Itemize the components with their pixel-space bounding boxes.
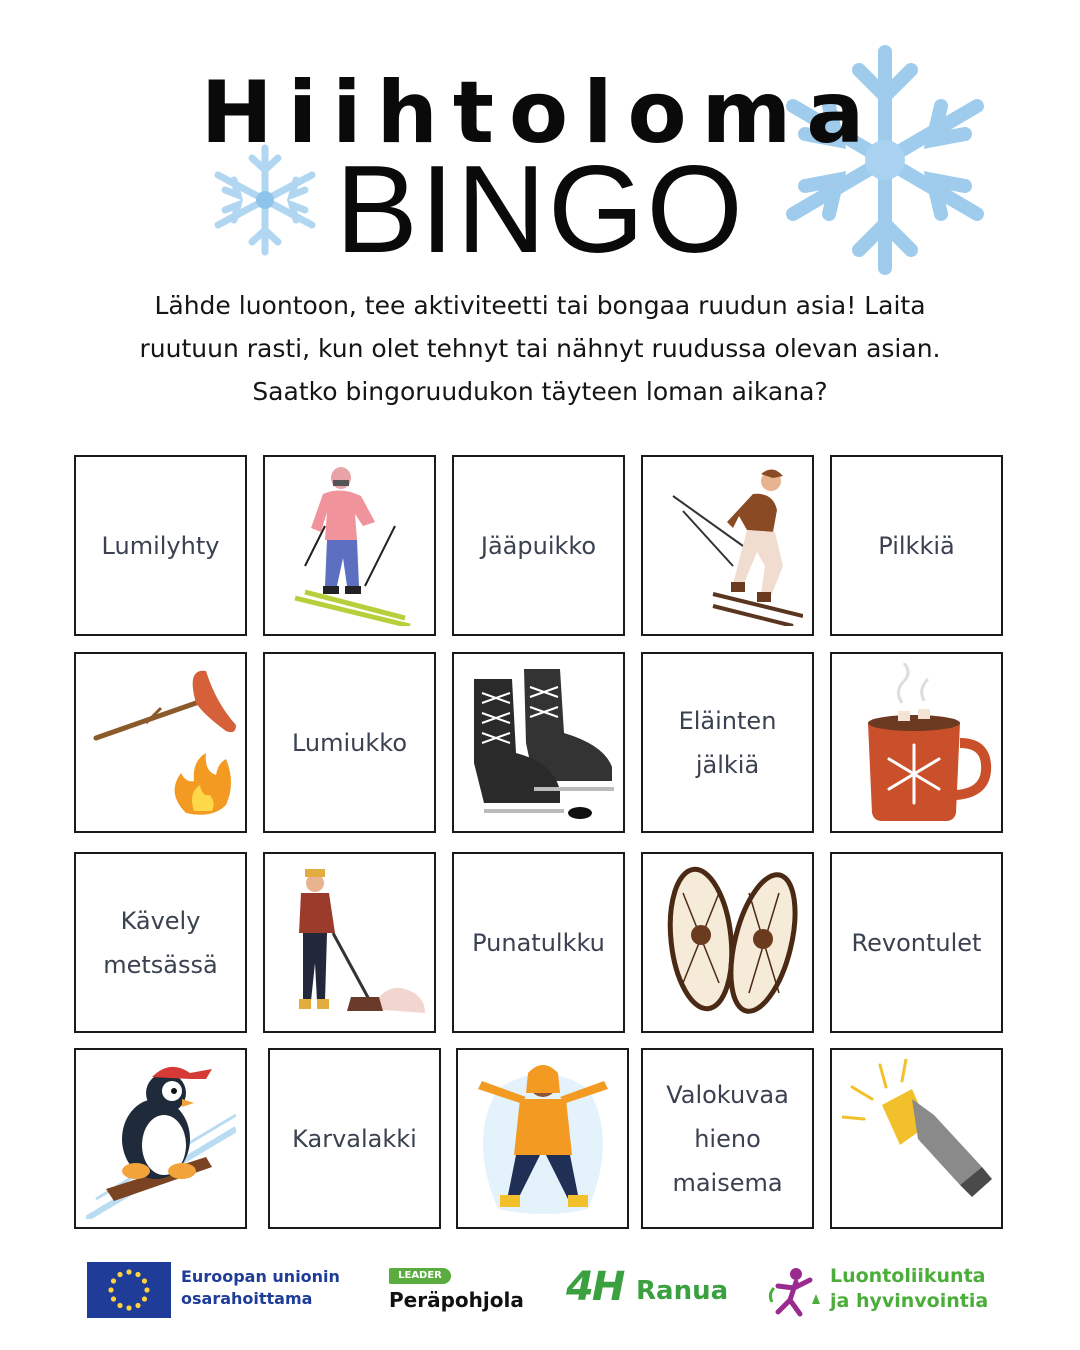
cell-label: Revontulet <box>851 928 982 957</box>
luonto-line: Luontoliikunta <box>830 1265 986 1287</box>
title-hiihtoloma: Hiihtoloma <box>200 63 880 163</box>
cell-label-line: Eläinten jälkiä <box>678 706 777 779</box>
intro-line: Saatko bingoruudukon täyteen loman aikana? <box>252 377 828 406</box>
intro-line: ruutuun rasti, kun olet tehnyt tai nähnyt ruudussa olevan asian. <box>139 334 941 363</box>
intro-line: Lähde luontoon, tee aktiviteetti tai bongaa ruudun asia! Laita <box>154 291 926 320</box>
bingo-cell-snowshoes[interactable] <box>641 852 814 1033</box>
bingo-cell-sausage-campfire[interactable] <box>74 652 247 833</box>
snow-shoveling-icon <box>275 863 425 1023</box>
cell-label: Jääpuikko <box>480 531 597 560</box>
bingo-cell-kavely-metsassa[interactable] <box>74 852 247 1033</box>
snow-angel-icon <box>468 1059 618 1219</box>
bingo-cell-revontulet[interactable] <box>830 852 1003 1033</box>
snowshoes-icon <box>653 863 803 1023</box>
downhill-skier-icon <box>653 466 803 626</box>
ice-skates-icon <box>464 663 614 823</box>
bingo-cell-karvalakki[interactable] <box>268 1048 441 1229</box>
cell-label: Punatulkku <box>472 928 605 957</box>
bingo-cell-snow-shoveling[interactable] <box>263 852 436 1033</box>
cell-label <box>667 699 789 787</box>
bingo-cell-downhill-skier[interactable] <box>641 455 814 636</box>
bingo-cell-lumilyhty[interactable] <box>74 455 247 636</box>
bingo-cell-pilkkia[interactable] <box>830 455 1003 636</box>
bingo-cell-valokuvaa[interactable] <box>641 1048 814 1229</box>
sledding-penguin-icon <box>86 1059 236 1219</box>
hot-cocoa-mug-icon <box>842 663 992 823</box>
sausage-campfire-icon <box>86 663 236 823</box>
cell-label <box>95 899 227 987</box>
bingo-cell-flashlight[interactable] <box>830 1048 1003 1229</box>
leader-badge: LEADER <box>389 1268 451 1284</box>
bingo-cell-lumiukko[interactable] <box>263 652 436 833</box>
cell-label: Pilkkiä <box>878 531 955 560</box>
eu-flag-icon <box>87 1262 171 1318</box>
bingo-cell-ice-skates[interactable] <box>452 652 625 833</box>
bingo-cell-punatulkku[interactable] <box>452 852 625 1033</box>
perapohjola-label: Peräpohjola <box>389 1288 524 1312</box>
flashlight-icon <box>842 1059 992 1219</box>
luontoliikunta-label <box>830 1264 988 1314</box>
intro-text <box>90 284 990 413</box>
cell-label-line: Kävely metsässä <box>103 906 218 979</box>
skier-icon <box>275 466 425 626</box>
title-bingo: BINGO <box>335 141 745 279</box>
bingo-cell-snow-angel[interactable] <box>456 1048 629 1229</box>
eu-line: Euroopan unionin <box>181 1267 340 1286</box>
cell-label-line: Valokuvaa hieno maisema <box>666 1080 789 1197</box>
cell-label: Karvalakki <box>292 1124 417 1153</box>
bingo-cell-sledding-penguin[interactable] <box>74 1048 247 1229</box>
luontoliikunta-figure-icon <box>766 1264 822 1320</box>
4h-logo: 4H <box>566 1264 624 1310</box>
luonto-line: ja hyvinvointia <box>830 1290 989 1312</box>
bingo-cell-hot-cocoa[interactable] <box>830 652 1003 833</box>
ranua-label: Ranua <box>636 1276 729 1306</box>
bingo-cell-skier[interactable] <box>263 455 436 636</box>
eu-line: osarahoittama <box>181 1289 313 1308</box>
cell-label: Lumiukko <box>291 728 408 757</box>
funding-logos <box>0 1250 1080 1350</box>
bingo-cell-jaapuikko[interactable] <box>452 455 625 636</box>
bingo-cell-elainten-jalkia[interactable] <box>641 652 814 833</box>
cell-label: Lumilyhty <box>101 531 220 560</box>
eu-funding-label <box>181 1266 340 1310</box>
cell-label <box>657 1073 799 1205</box>
